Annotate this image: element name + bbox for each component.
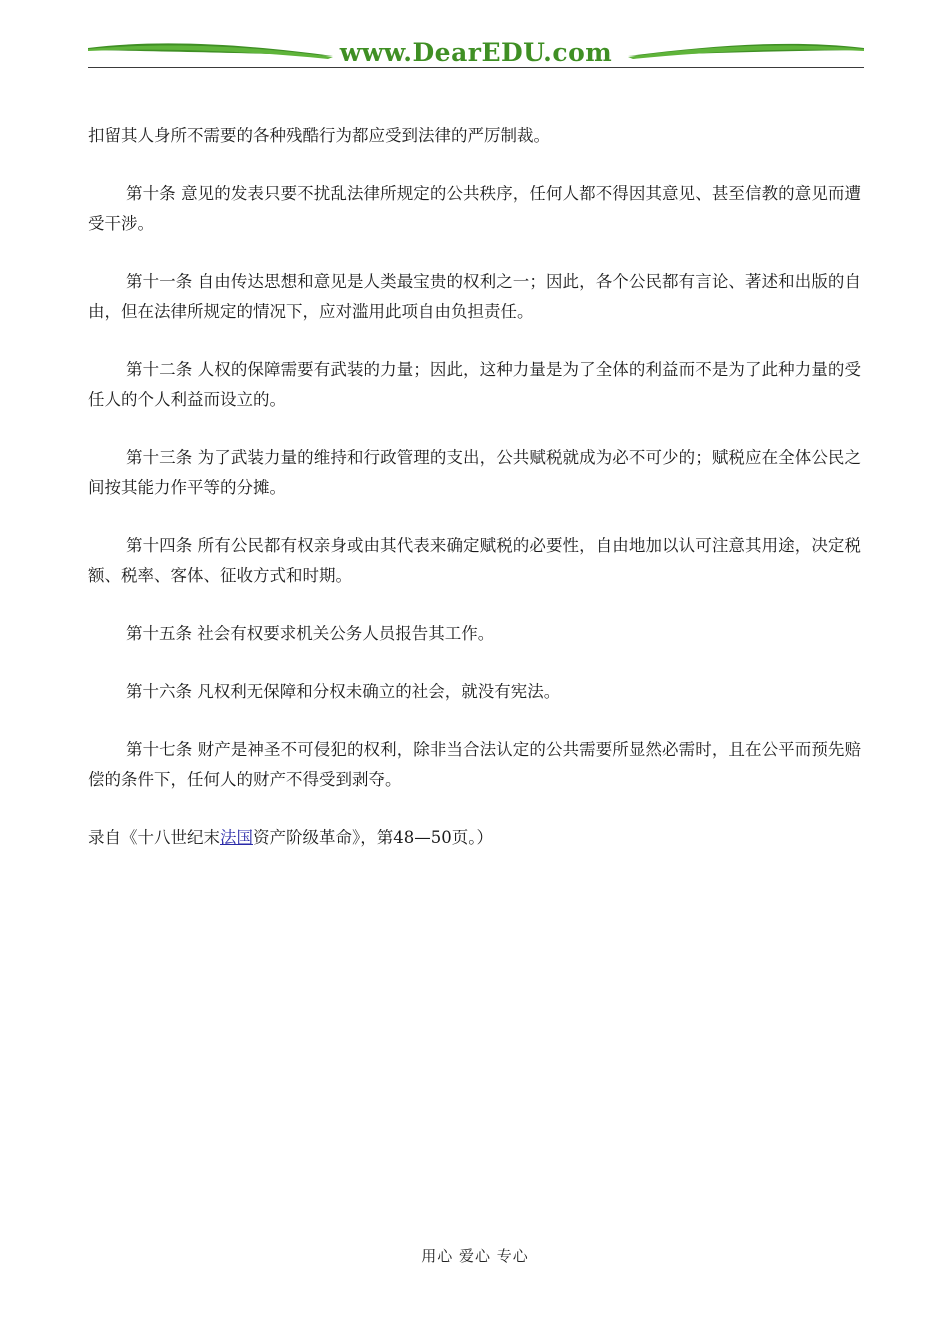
article-10: 第十条 意见的发表只要不扰乱法律所规定的公共秩序，任何人都不得因其意见、甚至信教的意见而遭受干涉。	[88, 184, 861, 233]
article-17: 第十七条 财产是神圣不可侵犯的权利，除非当合法认定的公共需要所显然必需时，且在公平而预先赔偿的条件下，任何人的财产不得受到剥夺。	[88, 740, 861, 789]
article-15: 第十五条 社会有权要求机关公务人员报告其工作。	[126, 624, 495, 643]
article-16: 第十六条 凡权利无保障和分权未确立的社会，就没有宪法。	[126, 682, 561, 701]
page-footer: 用心 爱心 专心	[421, 1247, 529, 1265]
article-12: 第十二条 人权的保障需要有武装的力量；因此，这种力量是为了全体的利益而不是为了此种力量的受任人的个人利益而设立的。	[88, 360, 861, 409]
header-divider	[88, 67, 864, 68]
article-13: 第十三条 为了武装力量的维持和行政管理的支出，公共赋税就成为必不可少的；赋税应在全体公民之间按其能力作平等的分摊。	[88, 448, 861, 497]
article-11: 第十一条 自由传达思想和意见是人类最宝贵的权利之一；因此，各个公民都有言论、著述和出版的自由，但在法律所规定的情况下，应对滥用此项自由负担责任。	[88, 272, 861, 321]
paragraph-continuation: 扣留其人身所不需要的各种残酷行为都应受到法律的严厉制裁。	[88, 126, 550, 145]
site-logo[interactable]: www.DearEDU.com	[339, 38, 613, 67]
source-citation	[88, 823, 861, 853]
article-14: 第十四条 所有公民都有权亲身或由其代表来确定赋税的必要性，自由地加以认可注意其用途，决定税额、税率、客体、征收方式和时期。	[88, 536, 861, 585]
source-suffix: 资产阶级革命》，第48—50页。）	[253, 828, 493, 847]
source-link-france[interactable]: 法国	[220, 828, 253, 847]
page-header	[88, 36, 864, 72]
source-prefix: 录自《十八世纪末	[88, 828, 220, 847]
document-body	[88, 121, 861, 881]
